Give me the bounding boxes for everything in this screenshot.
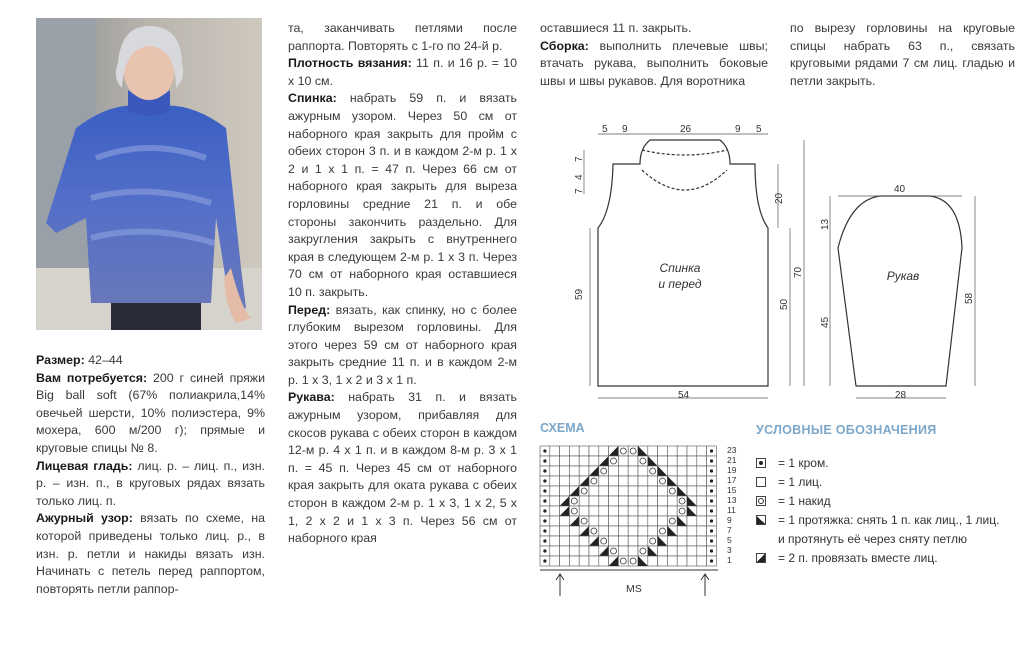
chart-cell xyxy=(677,466,687,476)
edge-stitch-icon xyxy=(756,458,766,468)
chart-cell xyxy=(618,496,628,506)
yarn-over-icon xyxy=(756,496,766,506)
edge-stitch xyxy=(543,499,546,502)
row-num: 15 xyxy=(727,485,737,495)
edge-stitch xyxy=(710,469,713,472)
chart-cell xyxy=(599,506,609,516)
sleeve-dim-right: 58 xyxy=(964,292,975,304)
chart-cell xyxy=(628,526,638,536)
edge-stitch xyxy=(543,509,546,512)
chart-cell xyxy=(638,496,648,506)
chart-cell xyxy=(687,486,697,496)
chart-cell xyxy=(550,516,560,526)
chart-cell xyxy=(697,446,707,456)
smooth-label: Лицевая гладь: xyxy=(36,458,133,473)
skp-icon xyxy=(756,515,766,525)
chart-cell xyxy=(697,556,707,566)
chart-cell xyxy=(589,446,599,456)
chart-cell xyxy=(638,476,648,486)
chart-cell xyxy=(569,496,579,506)
chart-cell xyxy=(560,486,570,496)
chart-cell xyxy=(618,456,628,466)
k2tog-icon xyxy=(756,553,766,563)
legend-text: = 1 лиц. xyxy=(778,475,823,489)
edge-stitch xyxy=(543,449,546,452)
dim-left-top-2: 4 xyxy=(574,174,585,180)
chart-cell xyxy=(550,506,560,516)
col4-cont: по вырезу горловины на круговые спицы набрать 63 п., связать круговыми рядами 7 см лиц. гладью и петли закрыть. xyxy=(790,21,1015,88)
chart-cell xyxy=(609,526,619,536)
legend-item xyxy=(756,473,1006,492)
chart-cell xyxy=(589,546,599,556)
chart-cell xyxy=(638,526,648,536)
dim-bottom: 54 xyxy=(678,390,690,401)
size-label: Размер: xyxy=(36,353,85,367)
chart-cell xyxy=(628,446,638,456)
sleeve-outline xyxy=(838,196,962,386)
chart-cell xyxy=(658,506,668,516)
neck-line xyxy=(642,170,727,190)
chart-cell xyxy=(638,536,648,546)
sleeve-text: набрать 31 п. и вязать ажурным узором, прибавляя для скосов рукава с обеих сторон в каждом 12-м р. 4 х 1 п. и в каждом 8-м р. 3 х 1 п. = 45 п. Через 45 см от наборного края закрыть для оката рукава с обеих сторон в каждом 2-м р. 1 х 3, 1 х 2, 5 х 1, 2 х 2 и 1 х 3 п. Через 56 см от наборного края xyxy=(288,390,517,546)
chart-cell xyxy=(628,486,638,496)
chart-cell xyxy=(697,546,707,556)
chart-cell xyxy=(677,556,687,566)
back-text: набрать 59 п. и вязать ажурным узором. Через 50 см от наборного края закрыть для пройм с обеих сторон 3 п. и в каждом 2-м р. 1 х 2 и 1 х 1 п. = 47 п. Через 66 см от наборного края закрыть для выреза горловины средние 21 п. и обе стороны закончить раздельно. Для закругления закрыть с внутреннего края в следующем 2-м р. 1 х 3 п. Через 70 см от наборного края оставшиеся 10 п. закрыть. xyxy=(288,91,517,299)
chart-cell xyxy=(618,476,628,486)
chart-cell xyxy=(599,446,609,456)
edge-stitch xyxy=(543,539,546,542)
row-num: 23 xyxy=(727,445,737,455)
chart-cell xyxy=(550,556,560,566)
edge-stitch xyxy=(710,509,713,512)
row-num: 21 xyxy=(727,455,737,465)
edge-stitch xyxy=(710,559,713,562)
chart-cell xyxy=(599,536,609,546)
chart-cell xyxy=(667,516,677,526)
chart-cell xyxy=(618,526,628,536)
chart-cell xyxy=(667,506,677,516)
body-label-2: и перед xyxy=(658,277,702,291)
chart-cell xyxy=(628,456,638,466)
chart-cell xyxy=(618,446,628,456)
chart-cell xyxy=(569,476,579,486)
edge-stitch xyxy=(710,489,713,492)
chart-cell xyxy=(618,506,628,516)
chart-cell xyxy=(550,526,560,536)
sleeve-dim-cap: 13 xyxy=(820,218,831,230)
edge-stitch xyxy=(710,529,713,532)
edge-stitch xyxy=(710,549,713,552)
edge-stitch xyxy=(543,459,546,462)
chart-cell xyxy=(677,456,687,466)
row-num: 13 xyxy=(727,495,737,505)
chart-cell xyxy=(648,466,658,476)
smooth-text: лиц. р. – лиц. п., изн. р. – изн. п., в круговых рядах вязать только лиц. п. xyxy=(36,458,265,508)
edge-stitch xyxy=(710,459,713,462)
chart-cell xyxy=(599,466,609,476)
chart-cell xyxy=(550,546,560,556)
col2-cont: та, заканчивать петлями после раппорта. Повторять с 1-го по 24-й р. xyxy=(288,21,517,53)
chart-cell xyxy=(667,456,677,466)
front-text: вязать, как спинку, но с более глубоким вырезом горловины. Для этого через 59 см от наборного края закрыть средние 11 п. и в каждом 2-м р. 1 х 3, 1 х 2 и 3 х 1 п. xyxy=(288,302,517,387)
legend-text: = 1 накид xyxy=(778,494,831,508)
chart-cell xyxy=(550,486,560,496)
legend-item xyxy=(756,549,1006,568)
edge-stitch xyxy=(543,469,546,472)
chart-cell xyxy=(560,466,570,476)
chart-title: СХЕМА xyxy=(540,421,585,435)
chart-cell xyxy=(667,466,677,476)
chart-cell xyxy=(638,516,648,526)
row-num: 19 xyxy=(727,465,737,475)
chart-cell xyxy=(560,546,570,556)
chart-cell xyxy=(697,496,707,506)
chart-cell xyxy=(648,516,658,526)
legend-text: = 2 п. провязать вместе лиц. xyxy=(778,551,938,565)
chart-cell xyxy=(609,506,619,516)
chart-cell xyxy=(589,526,599,536)
assembly-label: Сборка: xyxy=(540,38,589,53)
chart-cell xyxy=(589,476,599,486)
chart-cell xyxy=(667,536,677,546)
need-text: 200 г синей пряжи Big ball soft (67% полиакрила,14% овечьей шерсти, 10% полиэстера, 9% мохера, 600 м/200 г); прямые и круговые спицы № 8. xyxy=(36,370,265,455)
chart-cell xyxy=(697,526,707,536)
front-label: Перед: xyxy=(288,302,331,317)
rapport-label: MS xyxy=(626,583,642,595)
chart-cell xyxy=(560,526,570,536)
sleeve-dim-side: 45 xyxy=(820,316,831,328)
chart-cell xyxy=(609,536,619,546)
chart-cell xyxy=(599,556,609,566)
chart-cell xyxy=(609,516,619,526)
chart-cell xyxy=(609,476,619,486)
chart-cell xyxy=(638,486,648,496)
knitting-chart xyxy=(540,446,716,566)
dim-top-1: 5 xyxy=(602,124,608,135)
chart-cell xyxy=(667,446,677,456)
edge-stitch xyxy=(710,499,713,502)
assembly-text: выполнить плечевые швы; втачать рукава, выполнить боковые швы и швы рукавов. Для воротника xyxy=(540,38,768,88)
chart-cell xyxy=(618,556,628,566)
chart-cell xyxy=(599,516,609,526)
chart-cell xyxy=(589,456,599,466)
chart-cell xyxy=(569,466,579,476)
density-text: 11 п. и 16 р. = 10 х 10 см. xyxy=(288,56,517,88)
chart-cell xyxy=(589,496,599,506)
chart-cell xyxy=(677,506,687,516)
legend-item xyxy=(756,511,1006,549)
row-num: 11 xyxy=(727,505,736,515)
chart-cell xyxy=(687,466,697,476)
chart-cell xyxy=(589,486,599,496)
chart-cell xyxy=(687,476,697,486)
chart-cell xyxy=(658,496,668,506)
dim-left: 59 xyxy=(574,288,585,300)
col3-cont: оставшиеся 11 п. закрыть. xyxy=(540,21,692,35)
chart-cell xyxy=(667,546,677,556)
chart-cell xyxy=(628,506,638,516)
chart-cell xyxy=(638,466,648,476)
chart-cell xyxy=(628,496,638,506)
legend-text: = 1 кром. xyxy=(778,456,829,470)
chart-cell xyxy=(599,526,609,536)
chart-cell xyxy=(658,446,668,456)
chart-cell xyxy=(687,526,697,536)
chart-cell xyxy=(638,546,648,556)
legend xyxy=(756,454,1006,568)
edge-stitch xyxy=(543,519,546,522)
dim-top-5: 5 xyxy=(756,124,762,135)
chart-cell xyxy=(677,496,687,506)
chart-cell xyxy=(550,466,560,476)
dim-left-top-3: 7 xyxy=(574,188,585,194)
chart-cell xyxy=(677,536,687,546)
chart-cell xyxy=(569,526,579,536)
chart-cell xyxy=(550,536,560,546)
chart-cell xyxy=(599,476,609,486)
density-label: Плотность вязания: xyxy=(288,56,412,71)
chart-cell xyxy=(628,466,638,476)
legend-item xyxy=(756,492,1006,511)
chart-cell xyxy=(609,486,619,496)
chart-cell xyxy=(579,546,589,556)
edge-stitch xyxy=(543,559,546,562)
chart-cell xyxy=(569,506,579,516)
chart-cell xyxy=(579,516,589,526)
chart-cell xyxy=(550,476,560,486)
chart-cell xyxy=(609,456,619,466)
dim-right-3: 70 xyxy=(793,266,804,278)
row-num: 1 xyxy=(727,555,732,565)
chart-cell xyxy=(569,556,579,566)
chart-cell xyxy=(560,476,570,486)
row-numbers xyxy=(727,445,737,565)
chart-cell xyxy=(658,526,668,536)
chart-cell xyxy=(687,516,697,526)
chart-cell xyxy=(687,456,697,466)
chart-cell xyxy=(569,446,579,456)
sleeve-label: Рукава: xyxy=(288,390,335,405)
chart-cell xyxy=(677,546,687,556)
chart-cell xyxy=(697,486,707,496)
chart-cell xyxy=(677,526,687,536)
chart-cell xyxy=(658,546,668,556)
chart-cell xyxy=(589,556,599,566)
chart-cell xyxy=(589,506,599,516)
chart-cell xyxy=(638,506,648,516)
back-label: Спинка: xyxy=(288,91,337,106)
chart-cell xyxy=(658,486,668,496)
chart-cell xyxy=(628,476,638,486)
dim-right-1: 20 xyxy=(774,192,785,204)
chart-cell xyxy=(667,556,677,566)
chart-cell xyxy=(599,486,609,496)
chart-cell xyxy=(618,536,628,546)
chart-cell xyxy=(618,466,628,476)
chart-cell xyxy=(697,476,707,486)
chart-cell xyxy=(618,546,628,556)
chart-cell xyxy=(648,476,658,486)
chart-cell xyxy=(667,486,677,496)
row-num: 3 xyxy=(727,545,732,555)
chart-cell xyxy=(569,536,579,546)
sleeve-dim-bottom: 28 xyxy=(895,390,907,401)
chart-cell xyxy=(560,446,570,456)
chart-cell xyxy=(569,456,579,466)
chart-cell xyxy=(550,496,560,506)
dim-right-2: 50 xyxy=(779,298,790,310)
edge-stitch xyxy=(710,479,713,482)
dim-top-3: 26 xyxy=(680,124,692,135)
chart-cell xyxy=(648,536,658,546)
chart-cell xyxy=(609,546,619,556)
lace-label: Ажурный узор: xyxy=(36,511,133,526)
chart-cell xyxy=(658,456,668,466)
chart-cell xyxy=(628,546,638,556)
edge-stitch xyxy=(543,529,546,532)
row-num: 17 xyxy=(727,475,737,485)
chart-cell xyxy=(697,536,707,546)
chart-cell xyxy=(667,496,677,506)
chart-cell xyxy=(658,476,668,486)
chart-cell xyxy=(687,556,697,566)
chart-cell xyxy=(628,516,638,526)
chart-cell xyxy=(687,546,697,556)
chart-cell xyxy=(589,516,599,526)
dim-top-4: 9 xyxy=(735,124,741,135)
chart-cell xyxy=(550,446,560,456)
chart-cell xyxy=(658,556,668,566)
chart-cell xyxy=(648,446,658,456)
chart-cell xyxy=(618,516,628,526)
chart-cell xyxy=(677,446,687,456)
legend-title: УСЛОВНЫЕ ОБОЗНАЧЕНИЯ xyxy=(756,423,937,437)
chart-cell xyxy=(628,536,638,546)
chart-cell xyxy=(550,456,560,466)
chart-cell xyxy=(579,556,589,566)
row-num: 5 xyxy=(727,535,732,545)
knit-stitch-icon xyxy=(756,477,766,487)
chart-cell xyxy=(648,506,658,516)
chart-cell xyxy=(697,516,707,526)
edge-stitch xyxy=(543,549,546,552)
chart-cell xyxy=(677,476,687,486)
dim-left-top-1: 7 xyxy=(574,156,585,162)
need-label: Вам потребуется: xyxy=(36,370,148,385)
chart-cell xyxy=(648,496,658,506)
chart-cell xyxy=(560,556,570,566)
chart-cell xyxy=(579,536,589,546)
row-num: 9 xyxy=(727,515,732,525)
dim-top-2: 9 xyxy=(622,124,628,135)
edge-stitch xyxy=(710,519,713,522)
chart-cell xyxy=(609,496,619,506)
sleeve-label: Рукав xyxy=(886,269,920,283)
chart-cell xyxy=(618,486,628,496)
chart-cell xyxy=(569,546,579,556)
edge-stitch xyxy=(710,539,713,542)
body-label-1: Спинка xyxy=(659,261,701,275)
size-value: 42–44 xyxy=(84,353,123,367)
chart-cell xyxy=(697,506,707,516)
edge-stitch xyxy=(543,479,546,482)
chart-cell xyxy=(687,446,697,456)
lace-text: вязать по схеме, на которой приведены только лиц. р., в изн. р. петли и накиды вязать изн. Начинать с петель перед раппортом, повторять петли раппор- xyxy=(36,511,265,596)
legend-item xyxy=(756,454,1006,473)
chart-cell xyxy=(560,536,570,546)
sleeve-dim-top: 40 xyxy=(894,184,906,195)
row-num: 7 xyxy=(727,525,732,535)
chart-cell xyxy=(579,466,589,476)
chart-cell xyxy=(687,536,697,546)
chart-cell xyxy=(648,556,658,566)
edge-stitch xyxy=(543,489,546,492)
legend-text: = 1 протяжка: снять 1 п. как лиц., 1 лиц. и протянуть её через сняту петлю xyxy=(778,513,1000,546)
chart-cell xyxy=(579,506,589,516)
chart-cell xyxy=(648,526,658,536)
chart-cell xyxy=(658,516,668,526)
chart-cell xyxy=(579,496,589,506)
chart-cell xyxy=(599,496,609,506)
chart-cell xyxy=(560,516,570,526)
chart-cell xyxy=(579,446,589,456)
chart-cell xyxy=(628,556,638,566)
chart-cell xyxy=(579,486,589,496)
chart-cell xyxy=(609,466,619,476)
chart-cell xyxy=(697,456,707,466)
chart-cell xyxy=(579,456,589,466)
edge-stitch xyxy=(710,449,713,452)
chart-cell xyxy=(697,466,707,476)
chart-cell xyxy=(560,456,570,466)
chart-cell xyxy=(638,456,648,466)
chart-cell xyxy=(648,486,658,496)
